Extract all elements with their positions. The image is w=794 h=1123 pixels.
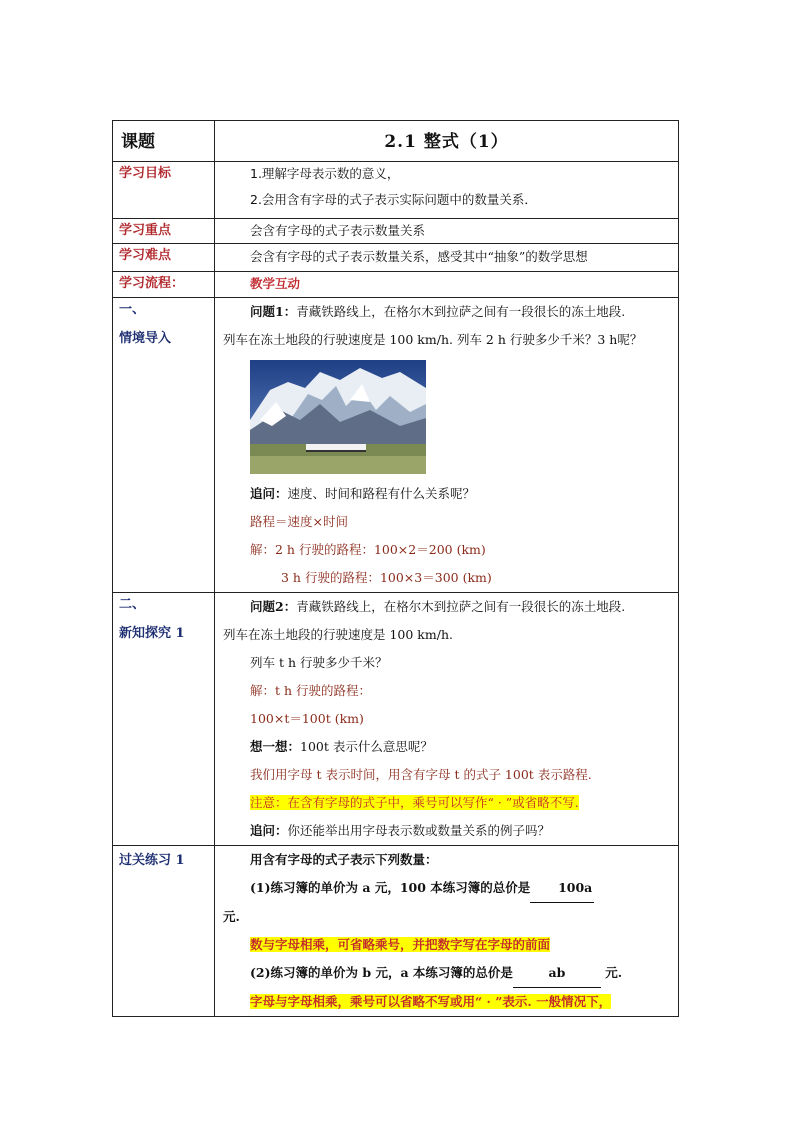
process-text: 教学互动 — [250, 276, 301, 291]
header-label-cell — [113, 121, 215, 162]
exercise1-text: (1)练习簿的单价为 a 元，100 本练习簿的总价是 — [250, 880, 531, 895]
solution1-line1: 解：2 h 行驶的路程：100×2＝200 (km) — [250, 542, 486, 557]
header-title-cell — [215, 121, 679, 162]
mountain-train-photo — [250, 360, 426, 474]
section1-number: 一、 — [119, 302, 146, 317]
lesson-plan-table — [112, 120, 679, 1017]
followup2-label: 追问： — [250, 823, 288, 838]
section1-cell — [215, 298, 679, 593]
question2-text3: 列车 t h 行驶多少千米？ — [250, 655, 388, 670]
exercise2-unit: 元. — [605, 965, 623, 980]
process-label-cell — [113, 272, 215, 298]
goal-item-1: 1.理解字母表示数的意义， — [250, 166, 400, 181]
followup1-text: 速度、时间和路程有什么关系呢？ — [287, 486, 476, 501]
followup1-label: 追问： — [250, 486, 288, 501]
process-label: 学习流程： — [119, 276, 185, 291]
think-text: 100t 表示什么意思呢？ — [300, 739, 433, 754]
process-cell — [215, 272, 679, 298]
difficulty-label: 学习难点 — [119, 248, 172, 263]
goals-cell — [215, 162, 679, 219]
difficulty-text: 会含有字母的式子表示数量关系，感受其中“抽象”的数学思想 — [250, 249, 588, 264]
section2-number: 二、 — [119, 597, 146, 612]
focus-text: 会含有字母的式子表示数量关系 — [250, 223, 426, 238]
followup2-text: 你还能举出用字母表示数或数量关系的例子吗？ — [287, 823, 551, 838]
section3-label-cell — [113, 846, 215, 1017]
solution1-line2: 3 h 行驶的路程：100×3＝300 (km) — [281, 570, 492, 585]
question1-text1: 青藏铁路线上，在格尔木到拉萨之间有一段很长的冻土地段. — [296, 304, 626, 319]
section3-cell — [215, 846, 679, 1017]
section2-cell — [215, 593, 679, 846]
goal-item-2: 2.会用含有字母的式子表示实际问题中的数量关系． — [250, 192, 537, 207]
focus-label: 学习重点 — [119, 223, 172, 238]
think-label: 想一想： — [250, 739, 301, 754]
exercise1-answer: 100a — [530, 874, 594, 903]
page-title: 2.1 整式（1） — [384, 132, 509, 152]
question1-text2: 列车在冻土地段的行驶速度是 100 km/h. 列车 2 h 行驶多少千米？3 h呢？ — [223, 332, 643, 347]
section3-label: 过关练习 1 — [119, 853, 185, 868]
formula-text: 路程＝速度×时间 — [250, 514, 348, 529]
focus-label-cell — [113, 219, 215, 244]
solution2-line2: 100×t＝100t (km) — [250, 711, 364, 726]
exercise-intro: 用含有字母的式子表示下列数量： — [250, 852, 438, 867]
exercise2-answer: ab — [513, 959, 601, 988]
rule1-highlight: 数与字母相乘，可省略乘号，并把数字写在字母的前面 — [250, 937, 551, 952]
exercise2-text: (2)练习簿的单价为 b 元，a 本练习簿的总价是 — [250, 965, 513, 980]
explain-text: 我们用字母 t 表示时间，用含有字母 t 的式子 100t 表示路程. — [250, 767, 592, 782]
mountain-train-image — [250, 360, 426, 474]
section1-label-cell — [113, 298, 215, 593]
exercise1-unit: 元. — [223, 909, 240, 924]
section1-label — [113, 298, 214, 349]
rule2-highlight: 字母与字母相乘，乘号可以省略不写或用“ · ”表示. 一般情况下， — [250, 994, 612, 1009]
difficulty-label-cell — [113, 244, 215, 272]
question1-title: 问题1： — [250, 304, 297, 319]
section2-label — [113, 593, 214, 644]
question2-title: 问题2： — [250, 599, 297, 614]
goals-label: 学习目标 — [119, 166, 172, 181]
section1-name: 情境导入 — [119, 330, 172, 346]
header-label: 课题 — [121, 132, 155, 152]
difficulty-cell — [215, 244, 679, 272]
solution2-line1: 解：t h 行驶的路程： — [250, 683, 372, 698]
goals-label-cell — [113, 162, 215, 219]
focus-cell — [215, 219, 679, 244]
question2-text1: 青藏铁路线上，在格尔木到拉萨之间有一段很长的冻土地段. — [296, 599, 626, 614]
section2-label-cell — [113, 593, 215, 846]
section2-name: 新知探究 1 — [119, 625, 185, 641]
question2-text2: 列车在冻土地段的行驶速度是 100 km/h. — [223, 627, 453, 642]
note-highlight: 注意：在含有字母的式子中，乘号可以写作“ · ”或省略不写. — [250, 795, 579, 810]
